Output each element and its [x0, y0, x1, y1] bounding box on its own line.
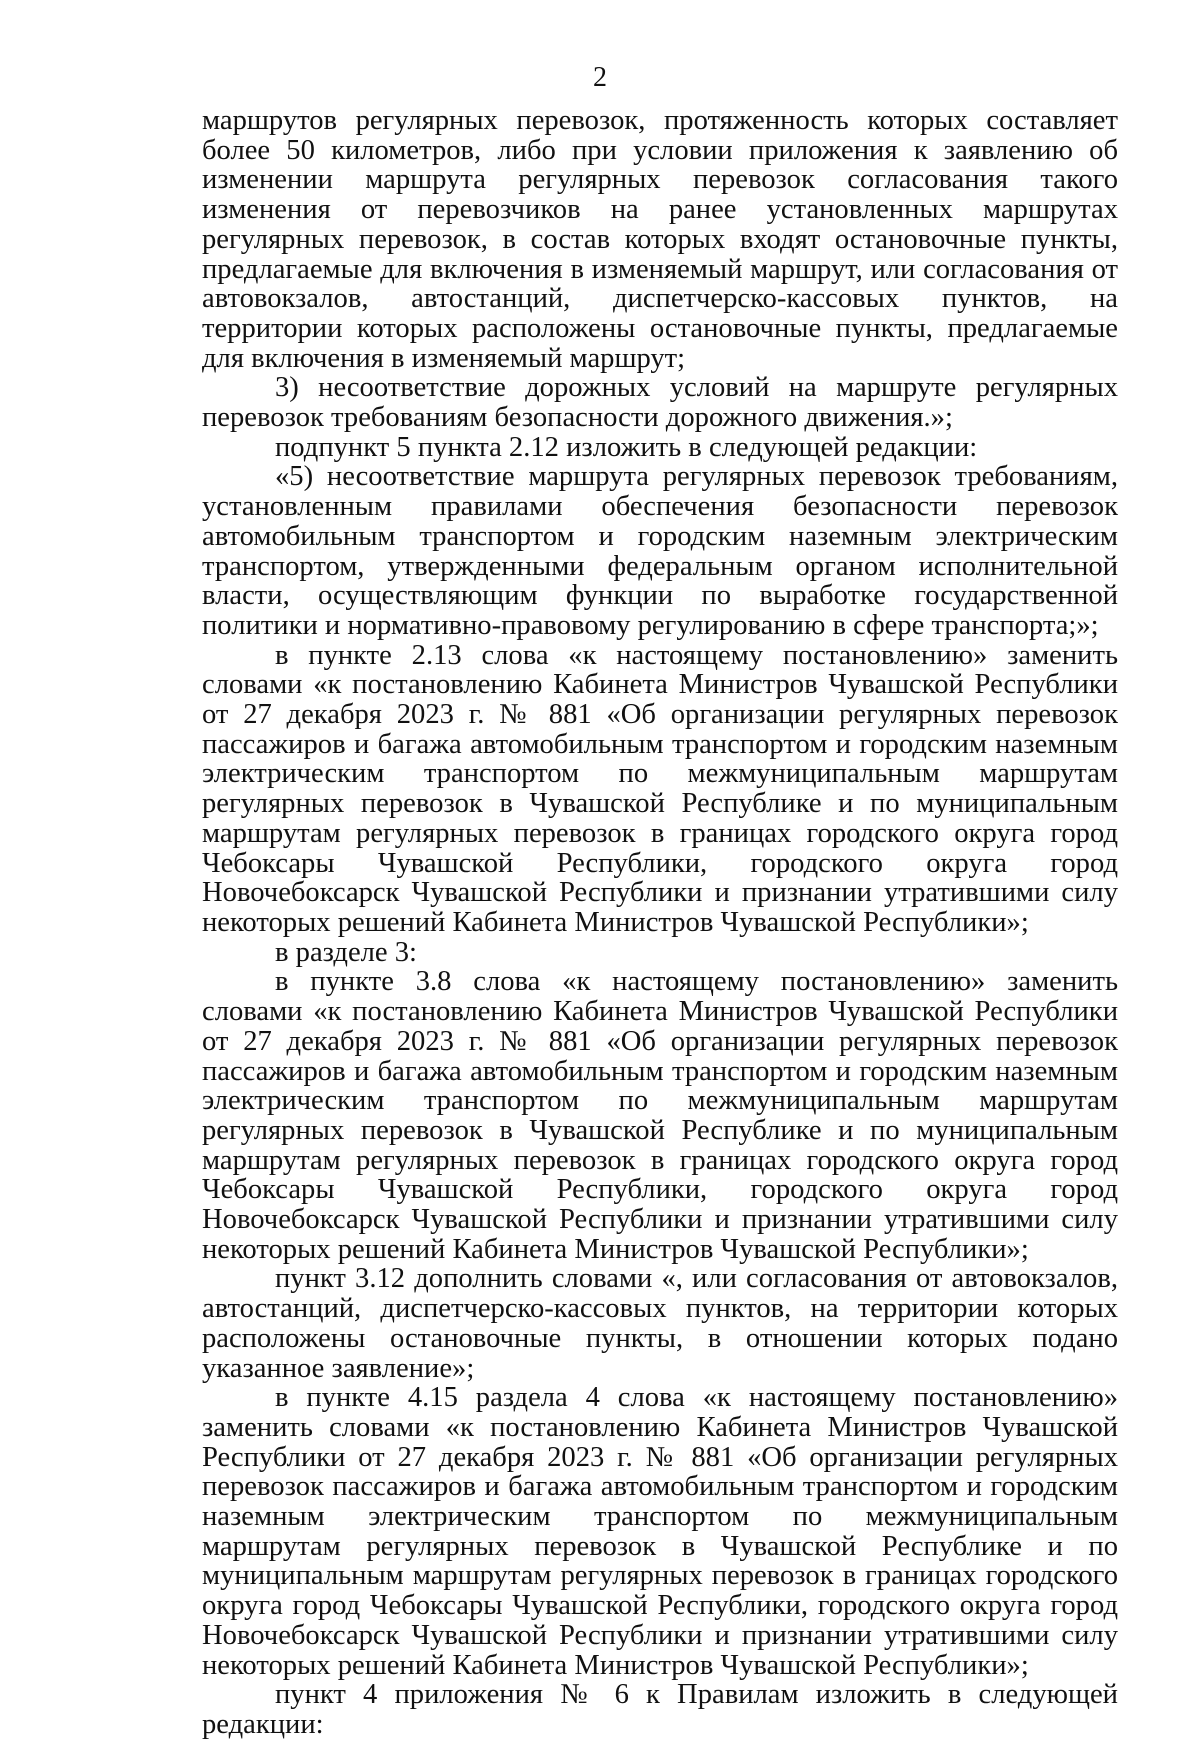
paragraph-item-3: 3) несоответствие дорожных условий на маршруте регулярных перевозок требованиям безопасности дорожного движения.»; [202, 372, 1118, 434]
paragraph-point-2-13: в пункте 2.13 слова «к настоящему постановлению» заменить словами «к постановлению Кабинета Министров Чувашской Республики от 27 декабря 2023 г. № 881 «Об организации регулярных перевозок пассажиров и багажа автомобильным транспортом и городским наземным электрическим транспортом по межмуниципальным маршрутам регулярных перевозок в Чувашской Республике и по муниципальным маршрутам регулярных перевозок в границах городского округа город Чебоксары Чувашской Республики, городского округа город Новочебоксарск Чувашской Республики и признании утратившими силу некоторых решений Кабинета Министров Чувашской Республики»; [202, 639, 1118, 938]
paragraph-continuation: маршрутов регулярных перевозок, протяженность которых составляет более 50 километров, либо при условии приложения к заявлению об изменении маршрута регулярных перевозок согласования такого изменения от перевозчиков на ранее установленных маршрутах регулярных перевозок, в состав которых входят остановочные пункты, предлагаемые для включения в изменяемый маршрут, или согласования от автовокзалов, автостанций, диспетчерско-кассовых пунктов, на территории которых расположены остановочные пункты, предлагаемые для включения в изменяемый маршрут; [202, 105, 1118, 374]
paragraph-point-3-8: в пункте 3.8 слова «к настоящему постановлению» заменить словами «к постановлению Кабинета Министров Чувашской Республики от 27 декабря 2023 г. № 881 «Об организации регулярных перевозок пассажиров и багажа автомобильным транспортом и городским наземным электрическим транспортом по межмуниципальным маршрутам регулярных перевозок в Чувашской Республике и по муниципальным маршрутам регулярных перевозок в границах городского округа город Чебоксары Чувашской Республики, городского округа город Новочебоксарск Чувашской Республики и признании утратившими силу некоторых решений Кабинета Министров Чувашской Республики»; [202, 966, 1118, 1265]
paragraph-section-3: в разделе 3: [275, 936, 418, 968]
paragraph-subpoint-5-intro: подпункт 5 пункта 2.12 изложить в следующей редакции: [275, 431, 978, 463]
paragraph-appendix-6: пункт 4 приложения № 6 к Правилам изложить в следующей редакции: [202, 1679, 1118, 1740]
page-number: 2 [593, 62, 607, 93]
paragraph-subpoint-5-text: «5) несоответствие маршрута регулярных перевозок требованиям, установленным правилами обеспечения безопасности перевозок автомобильным транспортом и городским наземным электрическим транспортом, утвержденными федеральным органом исполнительной власти, осуществляющим функции по выработке государственной политики и нормативно-правовому регулированию в сфере транспорта;»; [202, 461, 1118, 641]
paragraph-point-4-15: в пункте 4.15 раздела 4 слова «к настоящему постановлению» заменить словами «к постановлению Кабинета Министров Чувашской Республики от 27 декабря 2023 г. № 881 «Об организации регулярных перевозок пассажиров и багажа автомобильным транспортом и городским наземным электрическим транспортом по межмуниципальным маршрутам регулярных перевозок в Чувашской Республике и по муниципальным маршрутам регулярных перевозок в границах городского округа город Чебоксары Чувашской Республики, городского округа город Новочебоксарск Чувашской Республики и признании утратившими силу некоторых решений Кабинета Министров Чувашской Республики»; [202, 1382, 1118, 1681]
document-body [202, 106, 1118, 1740]
paragraph-point-3-12: пункт 3.12 дополнить словами «, или согласования от автовокзалов, автостанций, диспетчерско-кассовых пунктов, на территории которых расположены остановочные пункты, в отношении которых подано указанное заявление»; [202, 1263, 1118, 1384]
